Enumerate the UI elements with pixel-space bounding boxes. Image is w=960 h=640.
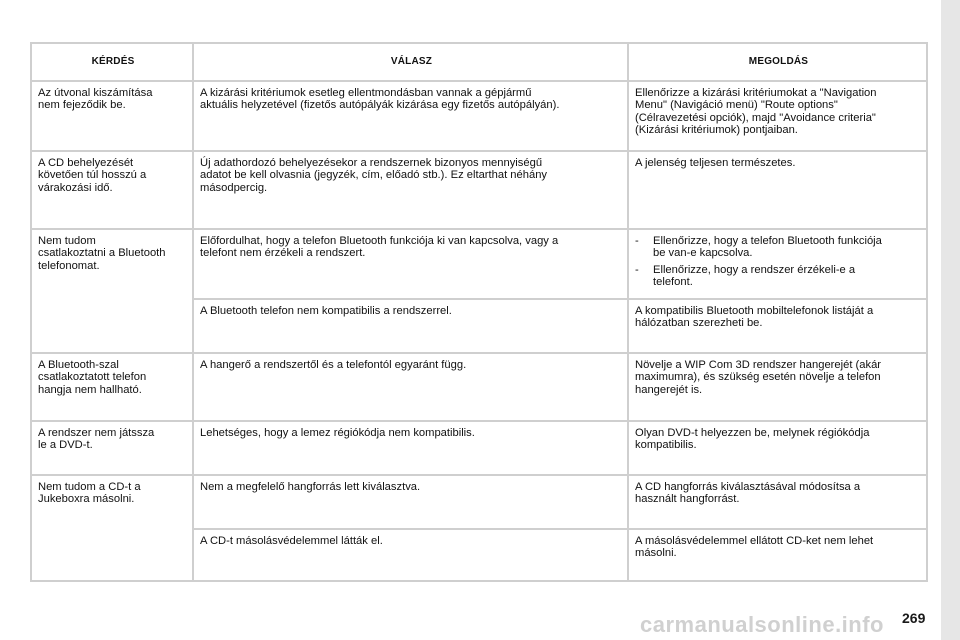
question-cell (31, 475, 193, 581)
solution-text: Növelje a WIP Com 3D rendszer hangerejét (akár maximumra), és szükség esetén növelje a telefon hangerejét is. (635, 359, 882, 396)
question-cell (31, 353, 193, 421)
answer-text: Nem a megfelelő hangforrás lett kiválasztva. (200, 481, 421, 493)
watermark: carmanualsonline.info (640, 612, 884, 637)
answer-text: Új adathordozó behelyezésekor a rendszernek bizonyos mennyiségű adatot be kell olvasnia (jegyzék, cím, előadó stb.). Ez eltarthat néhány másodpercig. (200, 157, 548, 194)
faq-table (30, 42, 928, 582)
question-cell (31, 151, 193, 229)
header-answer: VÁLASZ (193, 43, 628, 81)
table-row (31, 229, 927, 299)
answer-text: A kizárási kritériumok esetleg ellentmondásban vannak a gépjármű aktuális helyzetével (fizetős autópályák kizárása egy fizetős autópályán). (200, 87, 560, 112)
question-text: Nem tudom a CD-t a Jukeboxra másolni. (38, 481, 141, 506)
table-row (31, 353, 927, 421)
answer-text: Előfordulhat, hogy a telefon Bluetooth funkciója ki van kapcsolva, vagy a telefont nem érzékeli a rendszert. (200, 235, 559, 260)
question-cell (31, 81, 193, 151)
solution-cell (628, 529, 927, 581)
header-solution: MEGOLDÁS (628, 43, 927, 81)
answer-text: Lehetséges, hogy a lemez régiókódja nem kompatibilis. (200, 427, 475, 439)
answer-cell (193, 151, 628, 229)
solution-cell (628, 151, 927, 229)
solution-cell (628, 229, 927, 299)
table-row (31, 475, 927, 529)
dash-mark: - (635, 263, 639, 276)
question-cell (31, 421, 193, 475)
answer-cell (193, 353, 628, 421)
header-row (31, 43, 927, 81)
solution-text: Ellenőrizze a kizárási kritériumokat a "Navigation Menu" (Navigáció menü) "Route options" (Célravezetési opciók), majd "Avoidance criteria" (Kizárási kritériumok) pontjaiban. (635, 87, 877, 137)
question-text: Nem tudom csatlakoztatni a Bluetooth telefonomat. (38, 235, 166, 272)
solution-cell (628, 475, 927, 529)
table-row (31, 421, 927, 475)
solution-cell (628, 299, 927, 353)
solution-cell (628, 421, 927, 475)
solution-text: A CD hangforrás kiválasztásával módosítsa a használt hangforrást. (635, 481, 861, 506)
solution-text: A kompatibilis Bluetooth mobiltelefonok listáját a hálózatban szerezheti be. (635, 305, 874, 330)
question-text: A rendszer nem játssza le a DVD-t. (38, 427, 155, 452)
answer-cell (193, 299, 628, 353)
question-text: A CD behelyezését követően túl hosszú a várakozási idő. (38, 157, 147, 194)
list-item-text: Ellenőrizze, hogy a rendszer érzékeli-e a telefont. (653, 263, 856, 289)
header-question: KÉRDÉS (31, 43, 193, 81)
answer-cell (193, 421, 628, 475)
answer-cell (193, 229, 628, 299)
table-row (31, 151, 927, 229)
answer-text: A CD-t másolásvédelemmel látták el. (200, 535, 383, 547)
page-edge-band (941, 0, 960, 640)
answer-cell (193, 475, 628, 529)
answer-text: A Bluetooth telefon nem kompatibilis a rendszerrel. (200, 305, 452, 317)
answer-cell (193, 81, 628, 151)
question-text: Az útvonal kiszámítása nem fejeződik be. (38, 87, 153, 112)
solution-text: A jelenség teljesen természetes. (635, 157, 796, 169)
table-row (31, 81, 927, 151)
question-text: A Bluetooth-szal csatlakoztatott telefon hangja nem hallható. (38, 359, 147, 396)
solution-cell (628, 81, 927, 151)
solution-cell (628, 353, 927, 421)
list-item (635, 235, 922, 260)
list-item (635, 264, 922, 289)
solution-text: A másolásvédelemmel ellátott CD-ket nem lehet másolni. (635, 535, 874, 560)
solution-text: Olyan DVD-t helyezzen be, melynek régiókódja kompatibilis. (635, 427, 870, 452)
dash-mark: - (635, 235, 639, 247)
answer-cell (193, 529, 628, 581)
question-cell (31, 229, 193, 353)
solution-list (635, 230, 922, 289)
page-number: 269 (902, 610, 926, 626)
answer-text: A hangerő a rendszertől és a telefontól egyaránt függ. (200, 359, 467, 371)
list-item-text: Ellenőrizze, hogy a telefon Bluetooth funkciója be van-e kapcsolva. (653, 235, 882, 260)
